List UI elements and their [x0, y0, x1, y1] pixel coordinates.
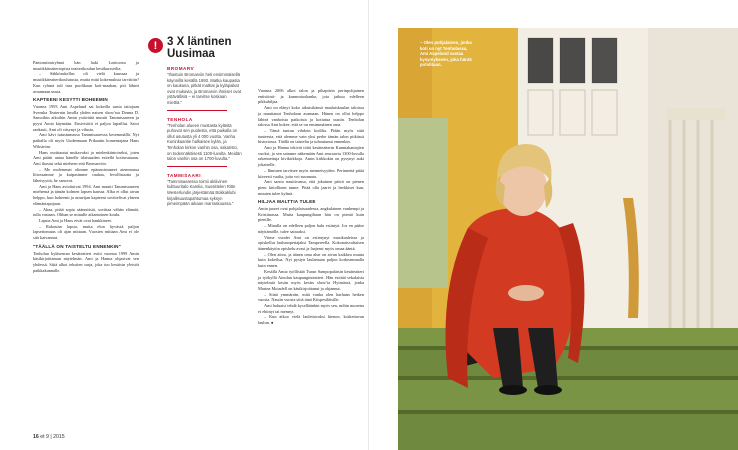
page-number: 16 [33, 434, 39, 440]
body-paragraph: Kesällä Amia työllistää Turun Sampopalatsin kesäteatteri ja työkyllä Ainolan kaupunginteatteri. Hän esittää sekalaisia näytelmiä kesän myös kesän show'ta Hyimässä, jonka Marina Motadell on käsikirjoittanut ja ohjannut. [258, 268, 364, 291]
sidebar-title: 3 X läntinen Uusimaa [167, 36, 232, 60]
sidebar-section-heading: TENHOLA [167, 116, 193, 122]
body-paragraph: Ami haluaisi tehdä kyselläänkin myös sen, mihin nuorena ei ehtinyt tai mennyt. [258, 303, 364, 314]
subheading: HILJAA MALTTIA TULEE [258, 199, 316, 205]
body-paragraph: Vuonna 2006 alkoi talon ja pihapiirin perinpohjainen entisöinti- ja kunnostushanke, jota jatkuu edelleen pikkuhiljaa. [258, 88, 364, 105]
sidebar-section-text: "Tammisaaressa toimii aktiivinen kulttuuritalo Karelia. Suosittelen Ritte Westerlundin järjestämää Bokkaklubi kirjallisuustapahtumaa syksyn pimeimpään aikaan marraskuussa." [167, 178, 236, 207]
sidebar-section-tammisaari [148, 173, 242, 207]
sidebar-section-text: "Tenholan alueen mustasta kylästä puhuvat sen puolesta, että paikalla on ollut asutusta yli 4 000 vuotta. Vanha Kuninkaantie halkaisee kylän, ja Tenholan kirkon vanhin osa, sakaristo, on todennäköisesti 1100-luvulta. Meidän talon vanhin osa on 1700-luvulta." [167, 122, 242, 162]
body-paragraph: Ami on elänyt koko aikuisikänsä maalaiskuulan taloissa ja muuttanut Tenholaan asumaan. Hänen on ollut helppo lähteä vanhoista paikoista ja kotiutua uusiin. Tenholan talossa Ami kokee, että se on ensimmäinen oma. [258, 105, 364, 128]
body-paragraph: – Tämä tuntuu vihdoin kodilta. Pidän myös siitä tunteesta, että olemme vain yksi perhe tämän talon pitkässä historiassa. Täällä on taisteltu ja tuhoutunut ennenkin. [258, 127, 364, 145]
body-paragraph: Vuonna 1993 Ami Aspelund sai kokeilla uusia taitojaan Svenska Teaternin lavalla yhden naisen show'ssa Donna D. Samoihin aikoihin Amin ystävättä muutti Tammisaareen ja pyysi Amia käymään. Ensivisiitti ei paljoa lupaillut. Satoi rankasti, Ami oli väsynyt ja vilusta. [33, 103, 139, 132]
body-paragraph: Ami ja Hanna tekivät töitä kesäteatterin Kunniakantajien vuoksi, ja sen saimme näkemään Ami seuraavia 1300-luvulla rakennettuja kivikirkkoja. Amin kirkkokin on pysynyt auki jokaiselle. [258, 145, 364, 168]
sidebar-section-bromarv [148, 66, 242, 111]
section-divider [167, 110, 227, 111]
exclamation-icon: ! [148, 38, 163, 53]
magazine-issue: et 9 | 2015 [40, 434, 65, 440]
left-article-column [33, 60, 139, 273]
body-paragraph: Ami sanoo nauttivansa, että jokainen päivä on pienen pieni kiitollinen tunne. Pitää olla jaaret ja herkkiset kun, muuten tulee kylmä. [258, 179, 364, 196]
subheading: KAPTEENI KESYTTI BOHEEMIN [33, 97, 108, 103]
body-paragraph: Viime vuodet Ami on esiintynyt musikaaleissa ja opiskellut laulunopettajaksi Tampereella. Kokonaisvaltaisen äänenkäytön opiskelu avasi ja laajensi myös omaa ääntä. [258, 234, 364, 251]
body-paragraph: – Minulla on edelleen paljon halu esiintyä. Jos en pääse näyttämölle, tulee sairaaksi. [258, 223, 364, 234]
body-paragraph: – Kun aikoo vielä laulettavaksi hienon, koskettavan laulun. ● [258, 314, 364, 326]
left-folio [33, 434, 65, 440]
photo-caption: – Olen pohjalainen, jonka koti on nyt Tenholassa, Ami Aspelund vastaa kysymykseen, joka häntä pohditaan. [420, 40, 472, 68]
body-paragraph: Tenholan kyläseuran kesäteatteri esitti vuonna 1999 Amin käsikirjoittaman näytelmän. Ami ja Hanna ohjasivat sen yhdessä. Siitä alkoi tekstien sarja, joka tuo kesäisin yleisöä paikkakunnalle. [33, 250, 139, 273]
right-article-column [258, 88, 364, 326]
sidebar-section-heading: BROMARV [167, 66, 195, 71]
body-paragraph: – Olen aitoa, ja äänen oma alue on aivan kaikkea muuta kuin kokeilua. Nyt pystyn laulamaan paljon korkeammalla kuin ennen. [258, 251, 364, 269]
sidebar-section-text: "Ihastuin Bromarviin heti ensimmäisellä käynnillä kesällä 1993. Matka kaupasta on kaukana, pitkät matkat ja kyläpaikat ovat mukavia, ja Bromarvin ihmiset ovat ystävällisiä – ei tarvitse koskaan miettiä." [167, 72, 242, 105]
body-paragraph: – Ihminen tarvitsee myös menneisyyden. Perinnettä pitää kiireesti vaalia, jotta voi suunnata. [258, 167, 364, 179]
porch-scene-illustration [398, 28, 738, 450]
body-paragraph: – Siinä ymmärrän, mitä vanha olen harhaan hetken vuosia. Nautin vuosia siitä tänä Kiispesiläisille. [258, 291, 364, 303]
body-paragraph: – Rakastan lapsia, mutta elon hyvässä paljon lapsettomuus oli ajan mittaan. Vuosien mittaan Ami ei ole sitä kaivannut. [33, 223, 139, 241]
body-paragraph: – Sähkösukellus oli vielä kuussaa ja musiikkiteatterikoulutusta, mutta mitä kokemuksia tarvittiin? Kun ryhmä tuli taas puolikaan koti-maahan, piti lähteä avaamaan uusia. [33, 71, 139, 94]
body-paragraph: Hans osoittautui mukavaksi ja mielenkiintoiseksi, joten Ami päätti antaa hänelle tilaisuuden esitellä kotiseutuaan. Ami ihastui sekä mieheen että Bromarviin. [33, 149, 139, 166]
body-paragraph: Ami ja Hans avioituivat 1994. Ami muutti Tammisaareen miehensä ja tämän kolmen lapsen kanssa. Alku ei ollut aivan helppo, kun boheemi ja armeijan kapteeni sovittelivat yhteen elämäntapojaan. [33, 183, 139, 206]
sidebar-section-heading: TAMMISAARI [167, 172, 202, 178]
body-paragraph: – Me molemmat olimme epäonnistuneet aiemmassa liitossamme ja kaipasimme rauhaa, levollisuutta ja läheisyyttä, he sanovat. [33, 166, 139, 184]
subheading: "TÄÄLLÄ ON TAISTELTU ENNENKIN" [33, 243, 122, 249]
portrait-photo [398, 28, 738, 450]
sidebar-header [148, 36, 242, 60]
body-paragraph: Lapsia Ami ja Hans eivät ovat hankkineet. [39, 217, 112, 223]
sidebar-section-tenhola [148, 117, 242, 167]
section-divider [167, 166, 227, 167]
body-paragraph: – Ahaa, pitää sopia säännöistä, sovittaa vähän elämää, tulla vastaan. Olihan se minulle aikamoinen koulu. [33, 206, 139, 218]
body-paragraph: Ami kävi tutustumassa Tammisaaressa kesemmällä. Nyt paikalla oli myös Uudenmaan Prikaatin komentajana Hans Wikström. [33, 132, 139, 149]
body-paragraph: Pantomiimiryhmä hän haki Lontoosta ja musiikkiteatteriopista teatterikoulun kesäkursseilta. [33, 60, 139, 71]
body-paragraph: Amin juuret ovat pohjalaisuudessa, angkulainen vanhempi ja Kristiinassa. Mutta kaupungiltaan hän on pieniä kuin pienille. [258, 206, 364, 223]
info-sidebar [148, 36, 242, 207]
